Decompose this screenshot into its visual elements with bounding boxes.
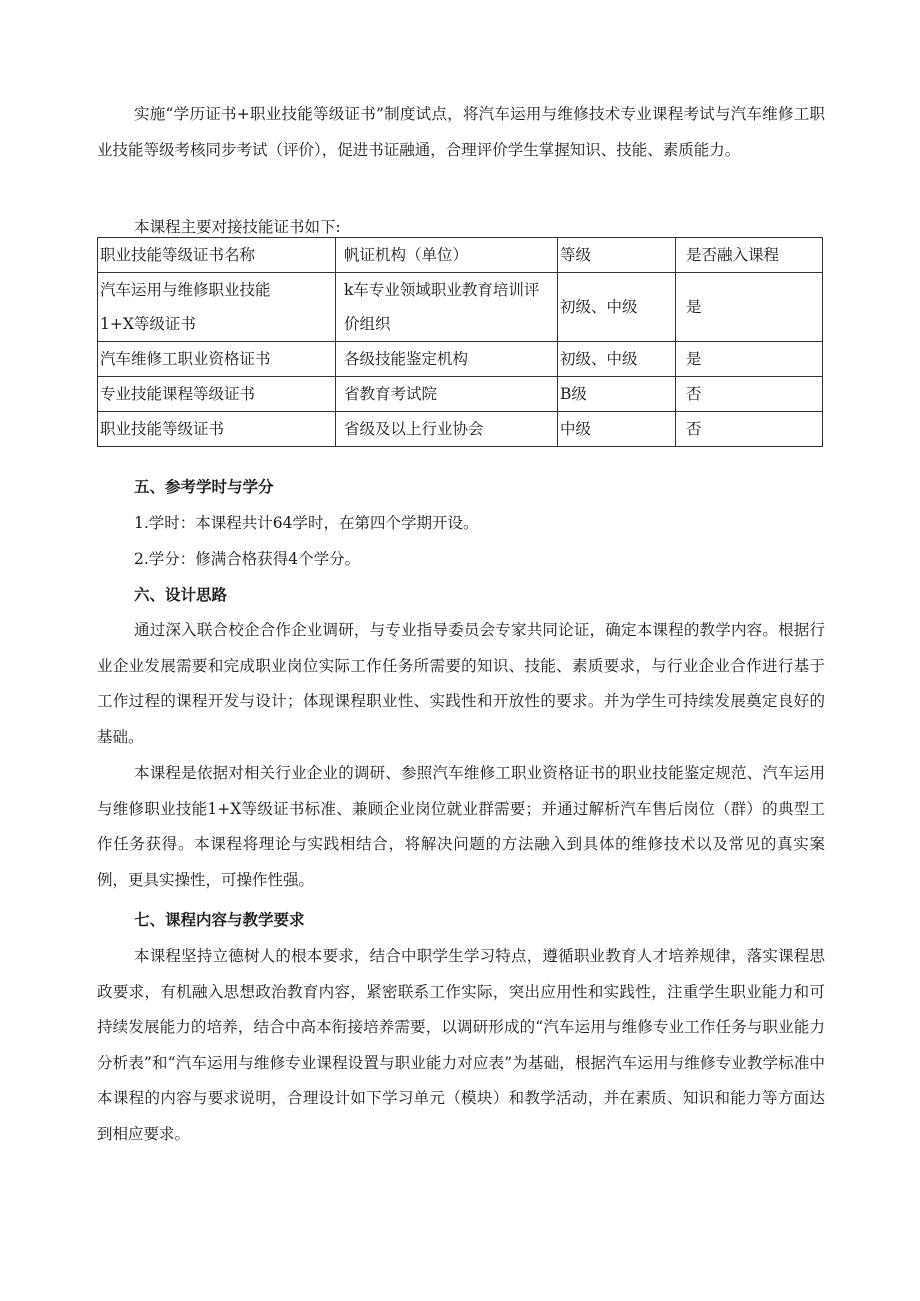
cert-name-cell [98, 273, 336, 342]
included-cell: 否 [676, 412, 823, 447]
certificate-table [97, 237, 823, 447]
issuer-line: 价组织 [344, 315, 391, 333]
level-cell: 中级 [558, 412, 676, 447]
cert-name-cell: 职业技能等级证书 [98, 412, 336, 447]
issuer-cell [336, 273, 558, 342]
section-7-paragraph-1: 本课程坚持立德树人的根本要求，结合中职学生学习特点，遵循职业教育人才培养规律，落实课程思政要求，有机融入思想政治教育内容，紧密联系工作实际，突出应用性和实践性，注重学生职业能力和可持续发展能力的培养，结合中高本衔接培养需要，以调研形成的“汽车运用与维修专业工作任务与职业能力分析表”和“汽车运用与维修专业课程设置与职业能力对应表”为基础，根据汽车运用与维修专业教学标准中本课程的内容与要求说明，合理设计如下学习单元（模块）和教学活动，并在素质、知识和能力等方面达到相应要求。 [97, 947, 825, 1143]
header-included: 是否融入课程 [676, 238, 823, 273]
table-row [98, 412, 823, 447]
section-6-paragraph-2: 本课程是依据对相关行业企业的调研、参照汽车维修工职业资格证书的职业技能鉴定规范、汽车运用与维修职业技能1+X等级证书标准、兼顾企业岗位就业群需要；并通过解析汽车售后岗位（群）的典型工作任务获得。本课程将理论与实践相结合，将解决问题的方法融入到具体的维修技术以及常见的真实案例，更具实操性，可操作性强。 [97, 764, 825, 889]
issuer-cell: 省教育考试院 [336, 377, 558, 412]
section-5-item-credits: 2.学分：修满合格获得4个学分。 [134, 550, 361, 568]
section-6-heading: 六、设计思路 [134, 586, 228, 604]
cert-name-cell: 汽车维修工职业资格证书 [98, 342, 336, 377]
cert-name-line: 1+X等级证书 [100, 315, 196, 333]
intro-paragraph: 实施“学历证书+职业技能等级证书”制度试点，将汽车运用与维修技术专业课程考试与汽车维修工职业技能等级考核同步考试（评价），促进书证融通，合理评价学生掌握知识、技能、素质能力。 [97, 105, 825, 159]
level-cell: B级 [558, 377, 676, 412]
header-level: 等级 [558, 238, 676, 273]
level-cell: 初级、中级 [558, 342, 676, 377]
section-6-paragraph-1: 通过深入联合校企合作企业调研，与专业指导委员会专家共同论证，确定本课程的教学内容。根据行业企业发展需要和完成职业岗位实际工作任务所需要的知识、技能、素质要求，与行业企业合作进行基于工作过程的课程开发与设计；体现课程职业性、实践性和开放性的要求。并为学生可持续发展奠定良好的基础。 [97, 621, 825, 746]
cert-name-line: 汽车运用与维修职业技能 [100, 281, 271, 299]
table-row [98, 342, 823, 377]
table-row [98, 377, 823, 412]
cert-name-cell: 专业技能课程等级证书 [98, 377, 336, 412]
section-7-heading: 七、课程内容与教学要求 [134, 911, 305, 929]
issuer-cell: 省级及以上行业协会 [336, 412, 558, 447]
header-issuer: 帆证机构（单位） [336, 238, 558, 273]
included-cell: 是 [676, 273, 823, 342]
header-cert-name: 职业技能等级证书名称 [98, 238, 336, 273]
table-lead-text: 本课程主要对接技能证书如下: [134, 218, 341, 236]
section-5-item-hours: 1.学时：本课程共计64学时，在第四个学期开设。 [134, 514, 479, 532]
included-cell: 是 [676, 342, 823, 377]
section-5-heading: 五、参考学时与学分 [134, 478, 274, 496]
table-header-row [98, 238, 823, 273]
level-cell: 初级、中级 [558, 273, 676, 342]
included-cell: 否 [676, 377, 823, 412]
issuer-cell: 各级技能鉴定机构 [336, 342, 558, 377]
table-row [98, 273, 823, 342]
issuer-line: k车专业领域职业教育培训评 [344, 281, 540, 299]
